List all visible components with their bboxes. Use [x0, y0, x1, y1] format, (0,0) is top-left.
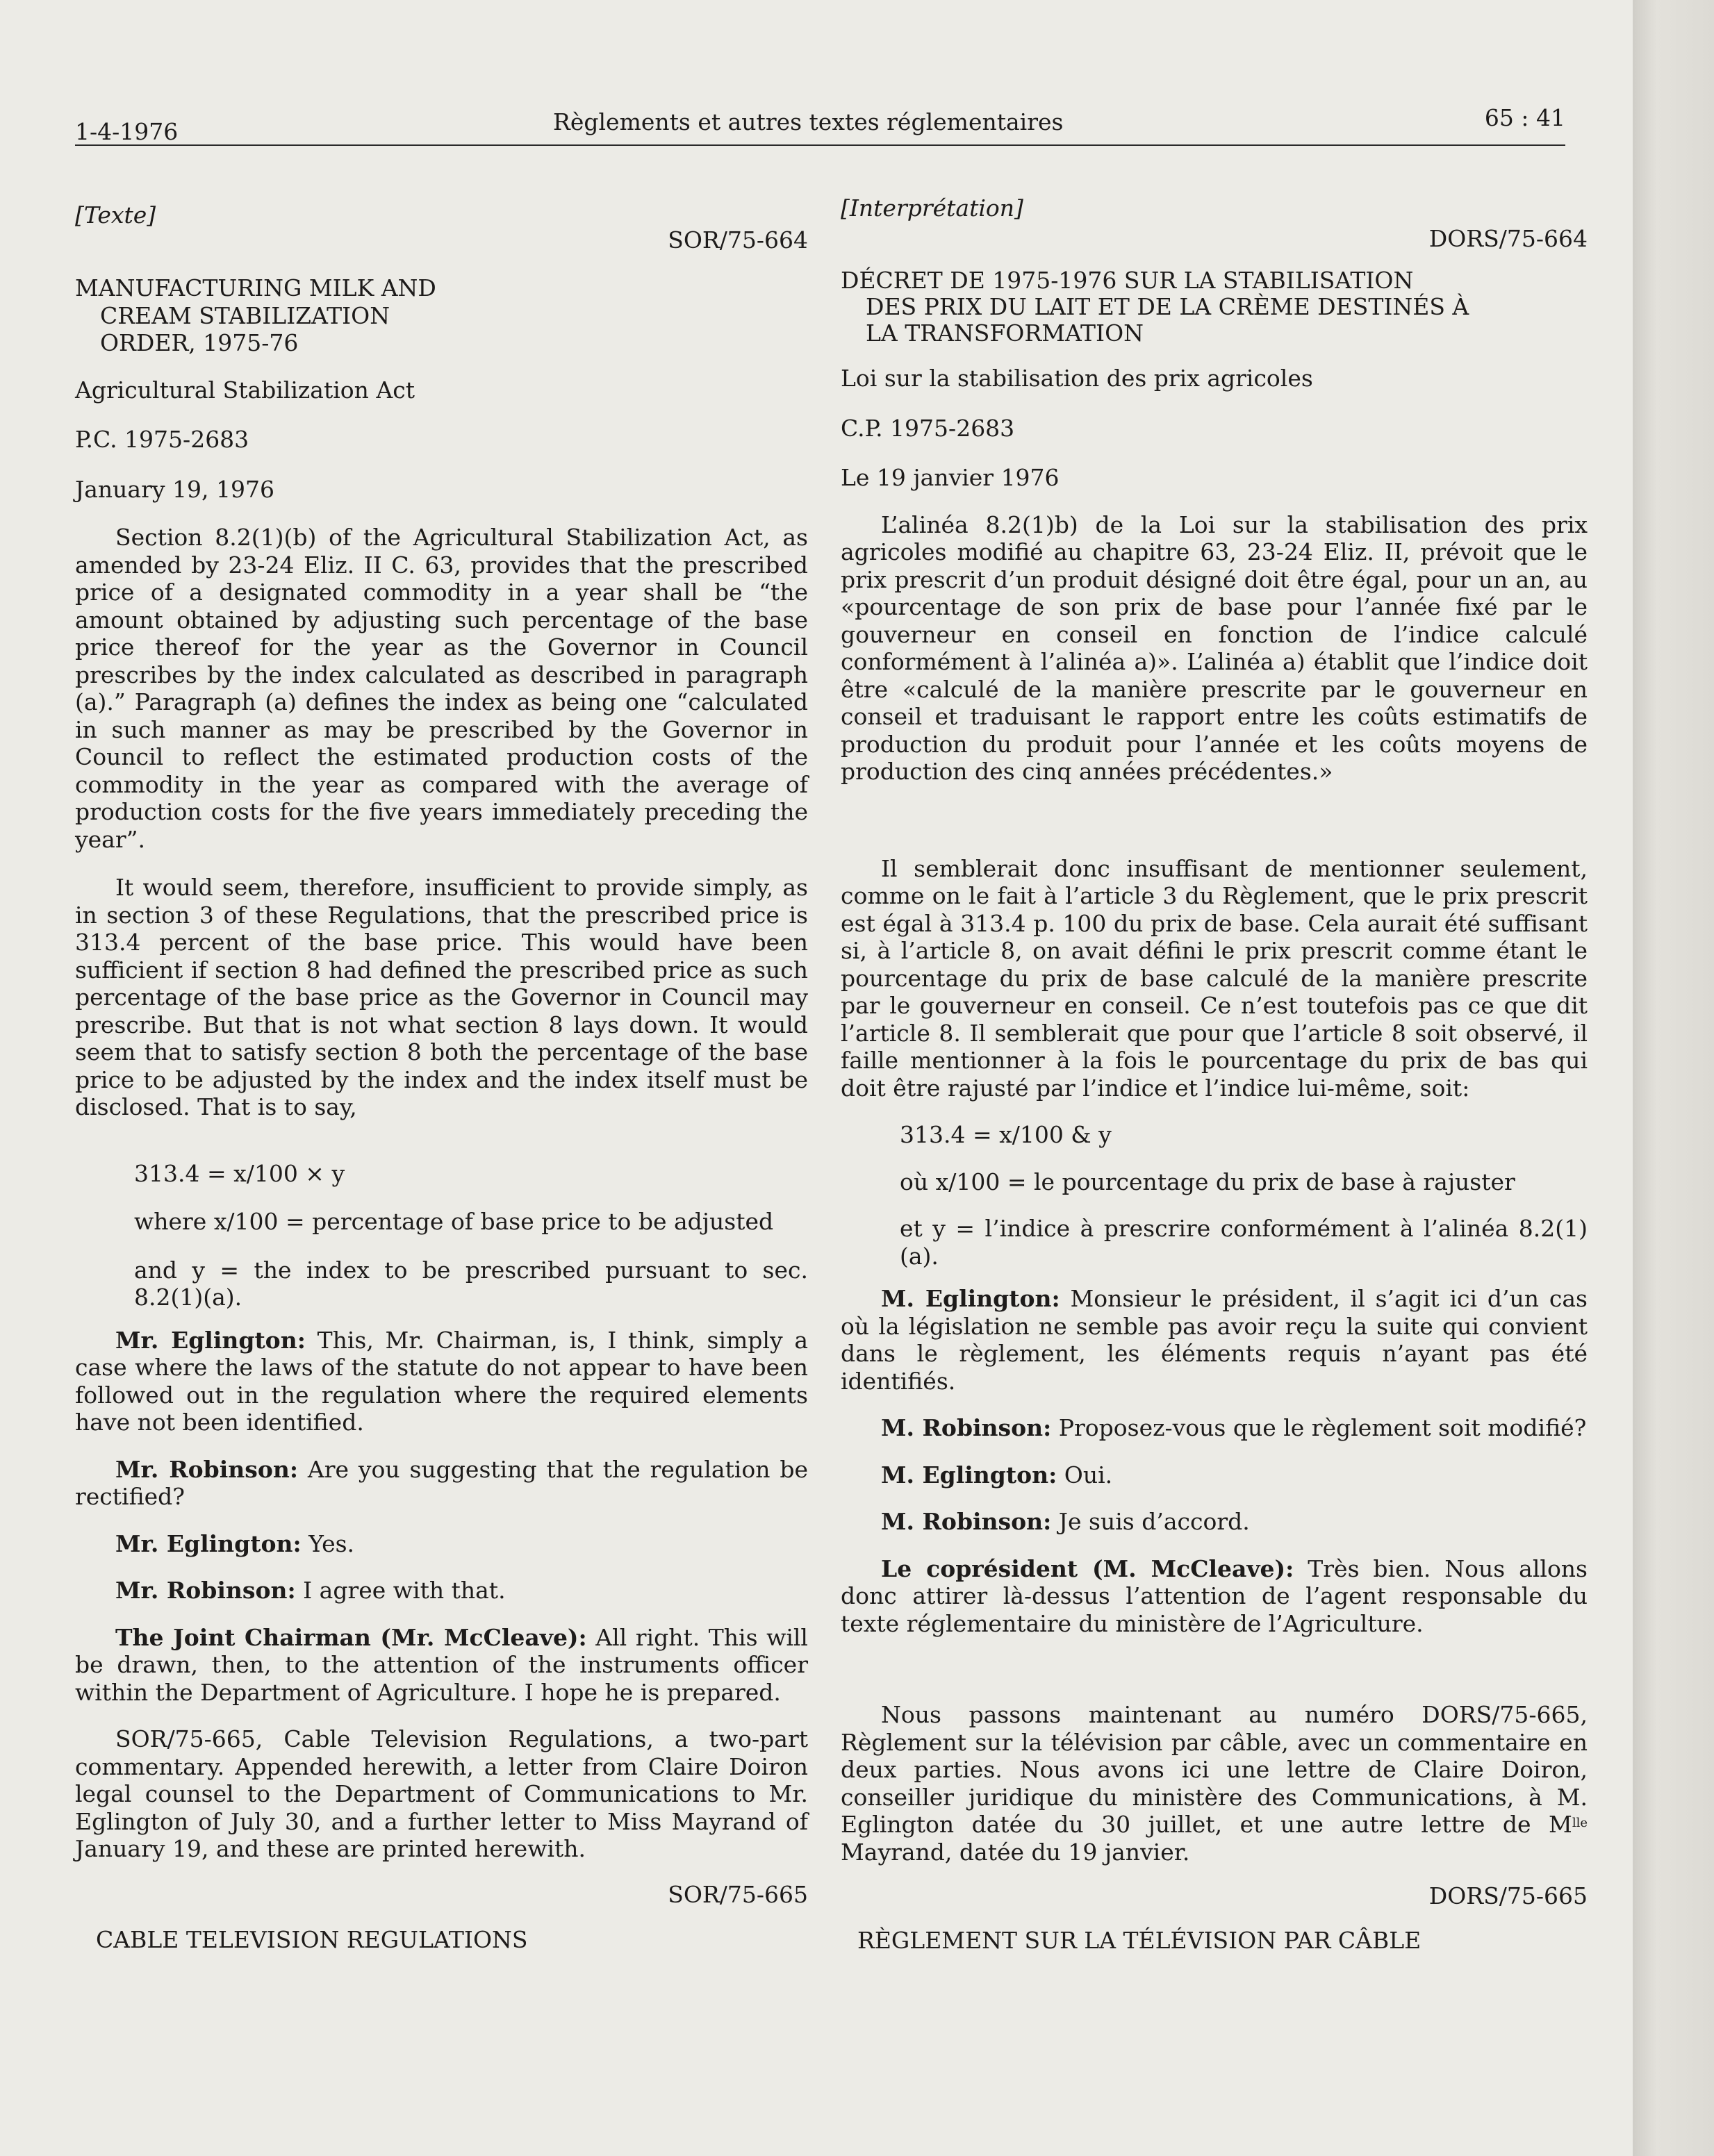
speaker-remark	[841, 1285, 1588, 1395]
section-bracket: [Texte]	[75, 201, 156, 229]
speaker-remark	[75, 1577, 808, 1604]
remark-text: Yes.	[301, 1529, 355, 1557]
page-edge	[1633, 0, 1714, 2156]
section-bracket: [Interprétation]	[841, 194, 1023, 222]
paragraph-text: Nous passons maintenant au numéro DORS/75-665, Règlement sur la télévision par câble, avec un commentaire en deux parties. Nous avons ici une lettre de Claire Doiron, conseiller juridique du ministère des Communications, à M. Eglington datée du 30 juillet, et une autre lettre de M	[841, 1701, 1588, 1838]
regulation-code: SOR/75-664	[668, 226, 808, 254]
speaker-name: The Joint Chairman (Mr. McCleave):	[115, 1623, 587, 1651]
remark-text: Oui.	[1057, 1461, 1113, 1489]
speaker-name: M. Robinson:	[881, 1508, 1052, 1535]
formula-definition: où x/100 = le pourcentage du prix de base à rajuster	[900, 1168, 1515, 1195]
english-column	[75, 194, 808, 1954]
speaker-remark	[75, 1327, 808, 1436]
order-in-council-number: P.C. 1975-2683	[75, 426, 249, 453]
remark-text: Je suis d’accord.	[1051, 1508, 1250, 1535]
remark-text: Très bien. Nous allons donc attirer là-dessus l’attention de l’agent responsable du texte réglementaire du ministère de l’Agriculture.	[841, 1554, 1588, 1637]
remark-text: I agree with that.	[295, 1577, 506, 1604]
speaker-name: Le coprésident (M. McCleave):	[881, 1554, 1294, 1582]
order-title	[841, 267, 1588, 347]
order-title-line-2: DES PRIX DU LAIT ET DE LA CRÈME DESTINÉS À	[866, 293, 1469, 320]
formula: 313.4 = x/100 & y	[900, 1121, 1112, 1148]
commentary-paragraph: SOR/75-665, Cable Television Regulations, a two-part commentary. Appended herewith, a letter from Claire Doiron legal counsel to the Department of Communications to Mr. Eglington of July 30, and a further letter to Miss Mayrand of January 19, and these are printed herewith.	[75, 1725, 808, 1862]
order-date: January 19, 1976	[75, 475, 274, 503]
order-title-line-1: MANUFACTURING MILK AND	[75, 274, 436, 301]
header-date: 1-4-1976	[75, 118, 179, 145]
paragraph-text: Mayrand, datée du 19 janvier.	[841, 1838, 1190, 1866]
speaker-remark	[75, 1624, 808, 1707]
regulation-code: DORS/75-665	[1428, 1882, 1588, 1909]
formula-definition: et y = l’indice à prescrire conformément à l’alinéa 8.2(1)(a).	[900, 1215, 1588, 1270]
formula-definition: and y = the index to be prescribed pursuant to sec. 8.2(1)(a).	[134, 1256, 808, 1311]
speaker-remark	[75, 1530, 808, 1558]
commentary-paragraph	[841, 1701, 1588, 1866]
speaker-name: M. Robinson:	[881, 1414, 1052, 1441]
commentary-paragraph: L’alinéa 8.2(1)b) de la Loi sur la stabilisation des prix agricoles modifié au chapitre 63, 23-24 Eliz. II, prévoit que le prix prescrit d’un produit désigné doit être égal, pour un an, au «pourcentage de son prix de base pour l’année fixé par le gouverneur en conseil en fonction de l’indice calculé conformément à l’alinéa a)». L’alinéa a) établit que l’indice doit être «calculé de la manière prescrite par le gouverneur en conseil et traduisant le rapport entre les coûts estimatifs de production du produit pour l’année et les coûts moyens de production des cinq années précédentes.»	[841, 511, 1588, 785]
running-header	[75, 103, 1565, 146]
speaker-name: M. Eglington:	[881, 1285, 1060, 1312]
header-title: Règlements et autres textes réglementaires	[553, 108, 1064, 135]
order-title-line-1: DÉCRET DE 1975-1976 SUR LA STABILISATION	[841, 267, 1414, 294]
commentary-paragraph: Section 8.2(1)(b) of the Agricultural Stabilization Act, as amended by 23-24 Eliz. II C. 63, provides that the prescribed price of a designated commodity in a year shall be “the amount obtained by adjusting such percentage of the base price thereof for the year as the Governor in Council prescribes by the index calculated as described in paragraph (a).” Paragraph (a) defines the index as being one “calculated in such manner as may be prescribed by the Governor in Council to reflect the estimated production costs of the commodity in the year as compared with the average of production costs for the five years immediately preceding the year”.	[75, 524, 808, 853]
formula: 313.4 = x/100 × y	[134, 1159, 345, 1187]
speaker-name: Mr. Eglington:	[115, 1529, 302, 1557]
remark-text: Monsieur le président, il s’agit ici d’un cas où la législation ne semble pas avoir reçu la suite qui convient dans le règlement, les éléments requis n’ayant pas été identifiés.	[841, 1285, 1588, 1395]
speaker-remark	[841, 1414, 1588, 1442]
regulation-title: CABLE TELEVISION REGULATIONS	[96, 1926, 528, 1953]
speaker-name: Mr. Robinson:	[115, 1577, 296, 1604]
order-title	[75, 274, 808, 357]
regulation-code: DORS/75-664	[1428, 224, 1588, 252]
remark-text: Are you suggesting that the regulation be rectified?	[75, 1455, 808, 1510]
formula-definition: where x/100 = percentage of base price to be adjusted	[134, 1208, 774, 1235]
order-date: Le 19 janvier 1976	[841, 464, 1060, 491]
regulation-code: SOR/75-665	[668, 1880, 808, 1908]
speaker-name: Mr. Eglington:	[115, 1326, 306, 1354]
commentary-paragraph: Il semblerait donc insuffisant de mentionner seulement, comme on le fait à l’article 3 du Règlement, que le prix prescrit est égal à 313.4 p. 100 du prix de base. Cela aurait été suffisant si, à l’article 8, on avait défini le prix prescrit comme étant le pourcentage du prix de base calculé de la manière prescrite par le gouverneur en conseil. Ce n’est toutefois pas ce que dit l’article 8. Il semblerait que pour que l’article 8 soit observé, il faille mentionner à la fois le pourcentage du prix de bas qui doit être rajusté par l’indice et l’indice lui-même, soit:	[841, 854, 1588, 1102]
act-name: Agricultural Stabilization Act	[75, 376, 415, 404]
speaker-remark	[841, 1461, 1588, 1489]
speaker-name: M. Eglington:	[881, 1461, 1057, 1489]
speaker-remark	[841, 1508, 1588, 1536]
order-title-line-2: CREAM STABILIZATION	[100, 301, 390, 329]
order-in-council-number: C.P. 1975-2683	[841, 414, 1015, 442]
remark-text: All right. This will be drawn, then, to the attention of the instruments officer within the Department of Agriculture. I hope he is prepared.	[75, 1623, 808, 1706]
remark-text: This, Mr. Chairman, is, I think, simply a case where the laws of the statute do not appear to have been followed out in the regulation where the required elements have not been identified.	[75, 1326, 808, 1436]
act-name: Loi sur la stabilisation des prix agricoles	[841, 365, 1313, 392]
french-column	[841, 194, 1588, 1954]
order-title-line-3: LA TRANSFORMATION	[866, 320, 1144, 347]
page-number: 65 : 41	[1484, 104, 1565, 131]
superscript: lle	[1572, 1816, 1588, 1830]
commentary-paragraph: It would seem, therefore, insufficient to provide simply, as in section 3 of these Regulations, that the prescribed price is 313.4 percent of the base price. This would have been sufficient if section 8 had defined the prescribed price as such percentage of the base price as the Governor in Council may prescribe. But that is not what section 8 lays down. It would seem that to satisfy section 8 both the percentage of the base price to be adjusted by the index and the index itself must be disclosed. That is to say,	[75, 874, 808, 1120]
order-title-line-3: ORDER, 1975-76	[100, 329, 299, 356]
regulation-title: RÈGLEMENT SUR LA TÉLÉVISION PAR CÂBLE	[857, 1926, 1422, 1954]
speaker-remark	[75, 1456, 808, 1511]
speaker-remark	[841, 1555, 1588, 1638]
speaker-name: Mr. Robinson:	[115, 1455, 299, 1483]
remark-text: Proposez-vous que le règlement soit modifié?	[1051, 1414, 1587, 1441]
